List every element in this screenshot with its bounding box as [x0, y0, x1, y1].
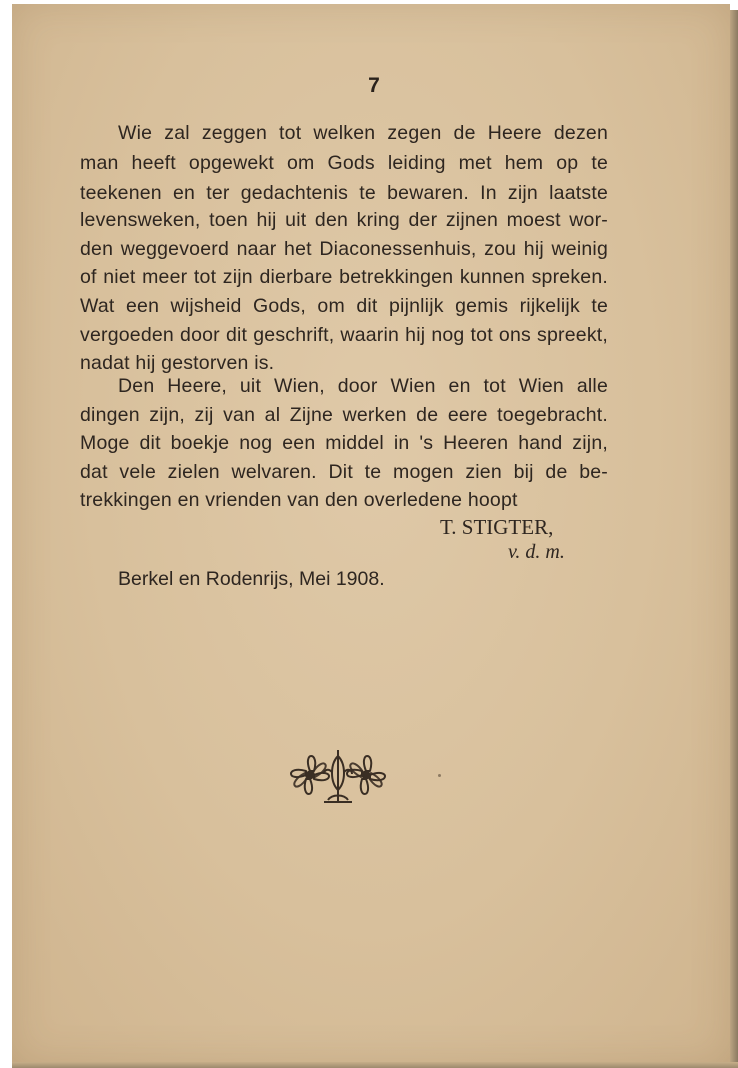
- text-line: nadat hij gestorven is.: [80, 352, 275, 374]
- page-edge-bottom: [12, 1062, 738, 1068]
- text-line: den weggevoerd naar het Diaconessenhuis, zou hij weinig: [80, 238, 608, 260]
- text-line: Den Heere, uit Wien, door Wien en tot Wien alle: [118, 375, 608, 397]
- signature-title: v. d. m.: [508, 541, 565, 563]
- text-line: of niet meer tot zijn dierbare betrekkingen kunnen spreken.: [80, 266, 608, 288]
- floral-vignette-icon: [284, 744, 392, 806]
- text-line: trekkingen en vrienden van den overledene hoopt: [80, 489, 518, 511]
- text-line: vergoeden door dit geschrift, waarin hij nog tot ons spreekt,: [80, 324, 608, 346]
- text-line: dat vele zielen welvaren. Dit te mogen zien bij de be-: [80, 461, 608, 483]
- text-line: Moge dit boekje nog een middel in 's Heeren hand zijn,: [80, 432, 608, 454]
- signature-name: T. STIGTER,: [440, 515, 554, 539]
- place-date: Berkel en Rodenrijs, Mei 1908.: [118, 568, 385, 590]
- text-line: dingen zijn, zij van al Zijne werken de eere toegebracht.: [80, 404, 608, 426]
- text-line: levensweken, toen hij uit den kring der zijnen moest wor-: [80, 209, 608, 231]
- page-number: 7: [368, 74, 380, 97]
- text-line: Wat een wijsheid Gods, om dit pijnlijk gemis rijkelijk te: [80, 295, 608, 317]
- page-edge-right: [730, 10, 738, 1068]
- text-line: teekenen en ter gedachtenis te bewaren. In zijn laatste: [80, 182, 608, 204]
- text-line: man heeft opgewekt om Gods leiding met hem op te: [80, 152, 608, 174]
- text-line: Wie zal zeggen tot welken zegen de Heere dezen: [118, 122, 608, 144]
- paper-speck: [438, 774, 441, 777]
